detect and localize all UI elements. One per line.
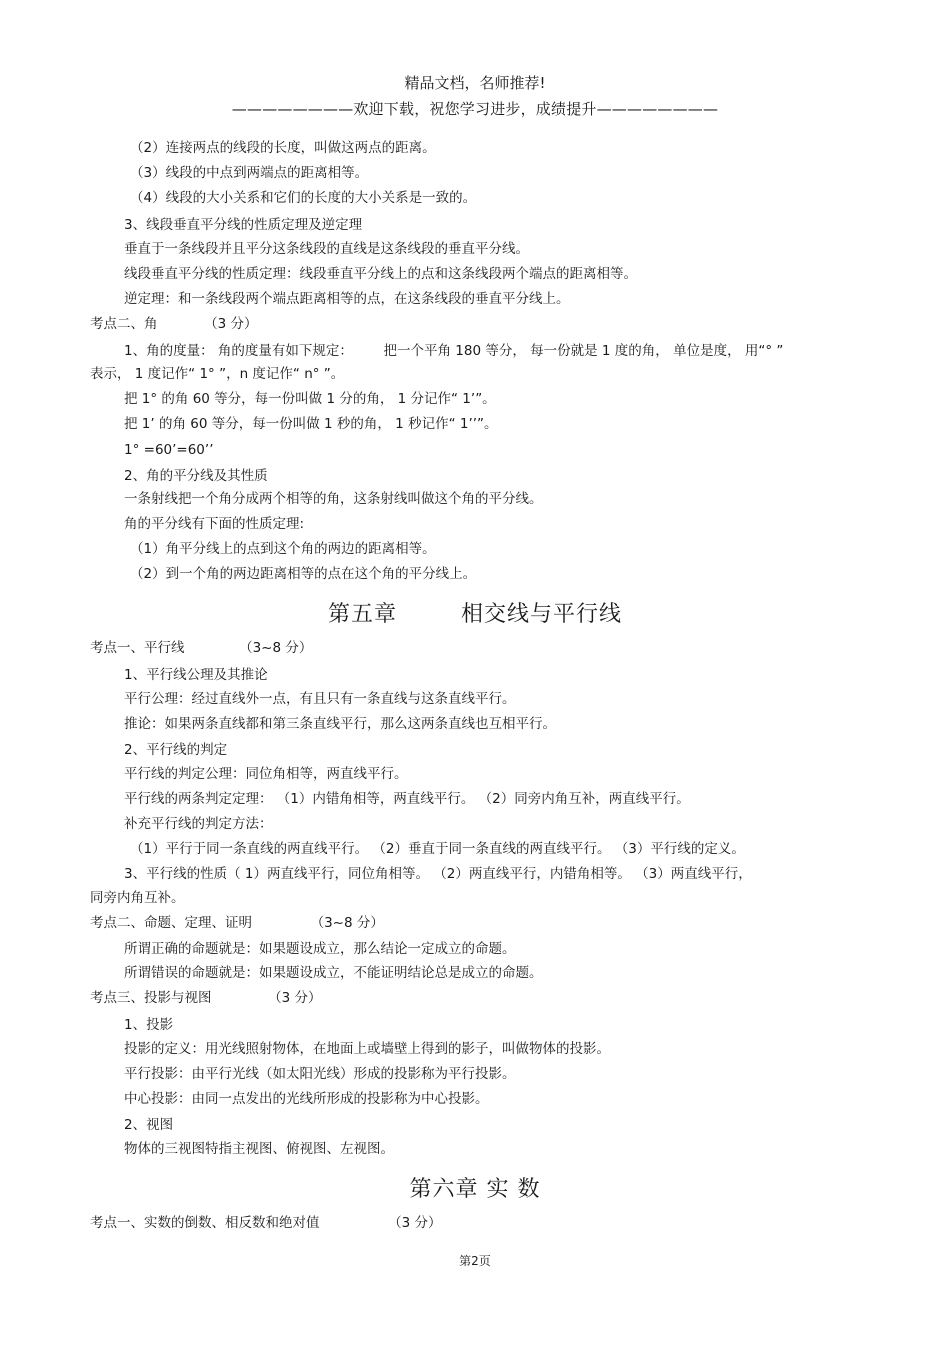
subsection-heading: 2、平行线的判定 xyxy=(124,742,228,758)
text-segment: 1、角的度量： 角的度量有如下规定： xyxy=(124,343,353,359)
text-line: （2）到一个角的两边距离相等的点在这个角的平分线上。 xyxy=(130,566,477,582)
text-line: 一条射线把一个角分成两个相等的角，这条射线叫做这个角的平分线。 xyxy=(124,491,543,507)
section-score: （3~8 分） xyxy=(310,915,384,931)
section-score: （3~8 分） xyxy=(239,640,313,656)
section-score: （3 分） xyxy=(204,316,258,332)
text-line: 补充平行线的判定方法： xyxy=(124,816,273,832)
section-score: （3 分） xyxy=(388,1215,442,1231)
header-title: 精品文档，名师推荐! xyxy=(404,74,546,92)
subsection-heading: 2、视图 xyxy=(124,1117,174,1133)
text-line: 把 1° 的角 60 等分，每一份叫做 1 分的角， 1 分记作“ 1’”。 xyxy=(124,391,496,407)
text-line: 1° =60’=60’’ xyxy=(124,442,214,458)
header-slogan: ————————欢迎下载，祝您学习进步，成绩提升———————— xyxy=(231,100,719,118)
section-heading xyxy=(90,1214,441,1232)
text-line: 同旁内角互补。 xyxy=(90,890,185,906)
text-line: 所谓错误的命题就是：如果题设成立，不能证明结论总是成立的命题。 xyxy=(124,965,543,981)
text-line: 垂直于一条线段并且平分这条线段的直线是这条线段的垂直平分线。 xyxy=(124,241,529,257)
text-line: 线段垂直平分线的性质定理：线段垂直平分线上的点和这条线段两个端点的距离相等。 xyxy=(124,266,637,282)
text-line: 平行投影：由平行光线（如太阳光线）形成的投影称为平行投影。 xyxy=(124,1066,516,1082)
text-segment: 把一个平角 180 等分， 每一份就是 1 度的角， 单位是度， 用“° ” xyxy=(383,343,784,359)
section-heading xyxy=(90,639,312,657)
text-line: 平行线的两条判定定理： （1）内错角相等，两直线平行。 （2）同旁内角互补，两直线平行。 xyxy=(124,791,690,807)
text-line: 中心投影：由同一点发出的光线所形成的投影称为中心投影。 xyxy=(124,1091,489,1107)
section-heading xyxy=(90,989,321,1007)
text-line: （1）角平分线上的点到这个角的两边的距离相等。 xyxy=(130,541,436,557)
chapter-name: 相交线与平行线 xyxy=(461,602,623,627)
section-heading xyxy=(90,315,257,333)
text-line: 物体的三视图特指主视图、俯视图、左视图。 xyxy=(124,1141,394,1157)
chapter-number: 第五章 xyxy=(327,602,397,627)
section-title: 考点二、命题、定理、证明 xyxy=(90,915,252,931)
text-line: （1）平行于同一条直线的两直线平行。 （2）垂直于同一条直线的两直线平行。 （3）平行线的定义。 xyxy=(130,841,745,857)
text-line: 表示， 1 度记作“ 1° ”，n 度记作“ n° ”。 xyxy=(90,366,345,382)
text-line: 平行线的判定公理：同位角相等，两直线平行。 xyxy=(124,766,408,782)
section-title: 考点三、投影与视图 xyxy=(90,990,212,1006)
chapter-title: 第六章 实 数 xyxy=(409,1177,541,1202)
text-line: 推论：如果两条直线都和第三条直线平行，那么这两条直线也互相平行。 xyxy=(124,716,556,732)
subsection-heading: 3、线段垂直平分线的性质定理及逆定理 xyxy=(124,217,363,233)
text-line: 投影的定义：用光线照射物体，在地面上或墙壁上得到的影子，叫做物体的投影。 xyxy=(124,1041,610,1057)
page-number: 第2页 xyxy=(459,1254,491,1268)
subsection-heading: 2、角的平分线及其性质 xyxy=(124,468,268,484)
text-line: （2）连接两点的线段的长度，叫做这两点的距离。 xyxy=(130,140,436,156)
text-line xyxy=(124,342,783,360)
text-line: 3、平行线的性质（ 1）两直线平行，同位角相等。 （2）两直线平行，内错角相等。 （3）两直线平行， xyxy=(124,866,752,882)
section-heading xyxy=(90,914,384,932)
text-line: （3）线段的中点到两端点的距离相等。 xyxy=(130,165,369,181)
section-title: 考点一、平行线 xyxy=(90,640,185,656)
text-line: 逆定理：和一条线段两个端点距离相等的点，在这条线段的垂直平分线上。 xyxy=(124,291,570,307)
section-score: （3 分） xyxy=(268,990,322,1006)
text-line: 所谓正确的命题就是：如果题设成立，那么结论一定成立的命题。 xyxy=(124,941,516,957)
section-title: 考点一、实数的倒数、相反数和绝对值 xyxy=(90,1215,320,1231)
chapter-title xyxy=(0,597,950,628)
subsection-heading: 1、投影 xyxy=(124,1017,174,1033)
text-line: 把 1’ 的角 60 等分，每一份叫做 1 秒的角， 1 秒记作“ 1’’”。 xyxy=(124,416,498,432)
subsection-heading: 1、平行线公理及其推论 xyxy=(124,667,268,683)
text-line: 角的平分线有下面的性质定理: xyxy=(124,516,305,532)
text-line: （4）线段的大小关系和它们的长度的大小关系是一致的。 xyxy=(130,190,477,206)
section-title: 考点二、角 xyxy=(90,316,158,332)
text-line: 平行公理：经过直线外一点，有且只有一条直线与这条直线平行。 xyxy=(124,691,516,707)
